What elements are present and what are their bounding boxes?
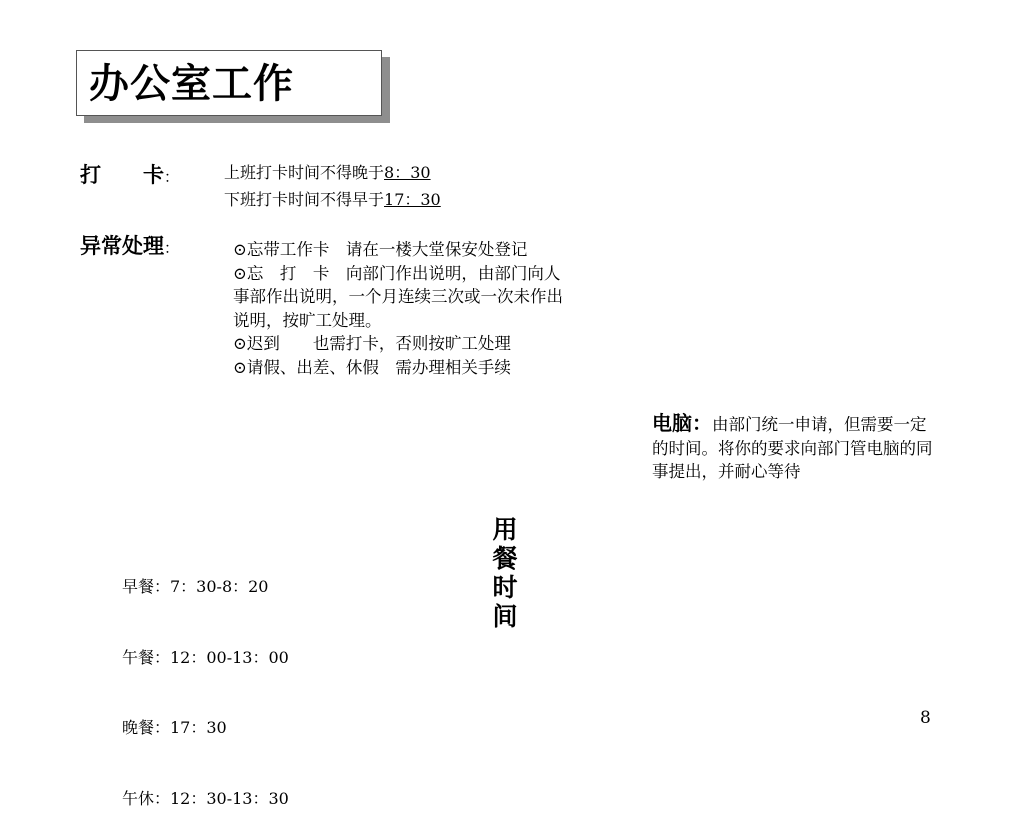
meal-time-vertical-label (490, 515, 520, 631)
page-title: 办公室工作 (89, 61, 294, 107)
exceptions-colon: ： (164, 239, 180, 257)
meal-time-char: 时 (492, 573, 518, 602)
computer-section (652, 412, 934, 484)
clock-in-rule-1-text: 上班打卡时间不得晚于 (224, 163, 385, 182)
computer-text: 由部门统一申请，但需要一定的时间。将你的要求向部门管电脑的同事提出，并耐心等待 (652, 415, 933, 481)
meal-time-char: 用 (492, 515, 518, 544)
computer-label: 电脑： (652, 411, 712, 435)
clock-in-rule-1 (224, 161, 431, 185)
meal-dinner: 晚餐：17：30 (122, 718, 227, 737)
clock-in-rule-2-text: 下班打卡时间不得早于 (224, 190, 385, 209)
exception-item-forgot-clock: ⊙忘 打 卡 向部门作出说明，由部门向人事部作出说明，一个月连续三次或一次未作出说明，按旷工处理。 (233, 263, 563, 330)
clock-in-heading (80, 162, 179, 190)
exceptions-list (233, 238, 563, 379)
meal-lunch: 午餐：12：00-13：00 (122, 647, 289, 667)
meal-nap: 午休：12：30-13：30 (122, 788, 289, 808)
meal-time-char: 间 (492, 602, 518, 631)
clock-in-colon: ： (164, 168, 180, 186)
clock-in-rule-2 (224, 188, 441, 212)
page-number: 8 (920, 708, 931, 728)
title-box (76, 50, 382, 116)
meal-time-char: 餐 (492, 544, 518, 573)
clock-in-label: 打 卡 (80, 163, 164, 187)
clock-in-rule-1-time: 8：30 (384, 163, 431, 182)
exceptions-label: 异常处理 (80, 234, 164, 258)
meal-breakfast: 早餐：7：30-8：20 (122, 577, 269, 596)
exceptions-heading (80, 233, 179, 261)
meal-schedule (122, 528, 289, 834)
exception-item-leave: ⊙请假、出差、休假 需办理相关手续 (233, 357, 511, 377)
exception-item-forgot-card: ⊙忘带工作卡 请在一楼大堂保安处登记 (233, 240, 528, 259)
clock-in-rule-2-time: 17：30 (384, 190, 441, 209)
exception-item-late: ⊙迟到 也需打卡，否则按旷工处理 (233, 334, 511, 353)
